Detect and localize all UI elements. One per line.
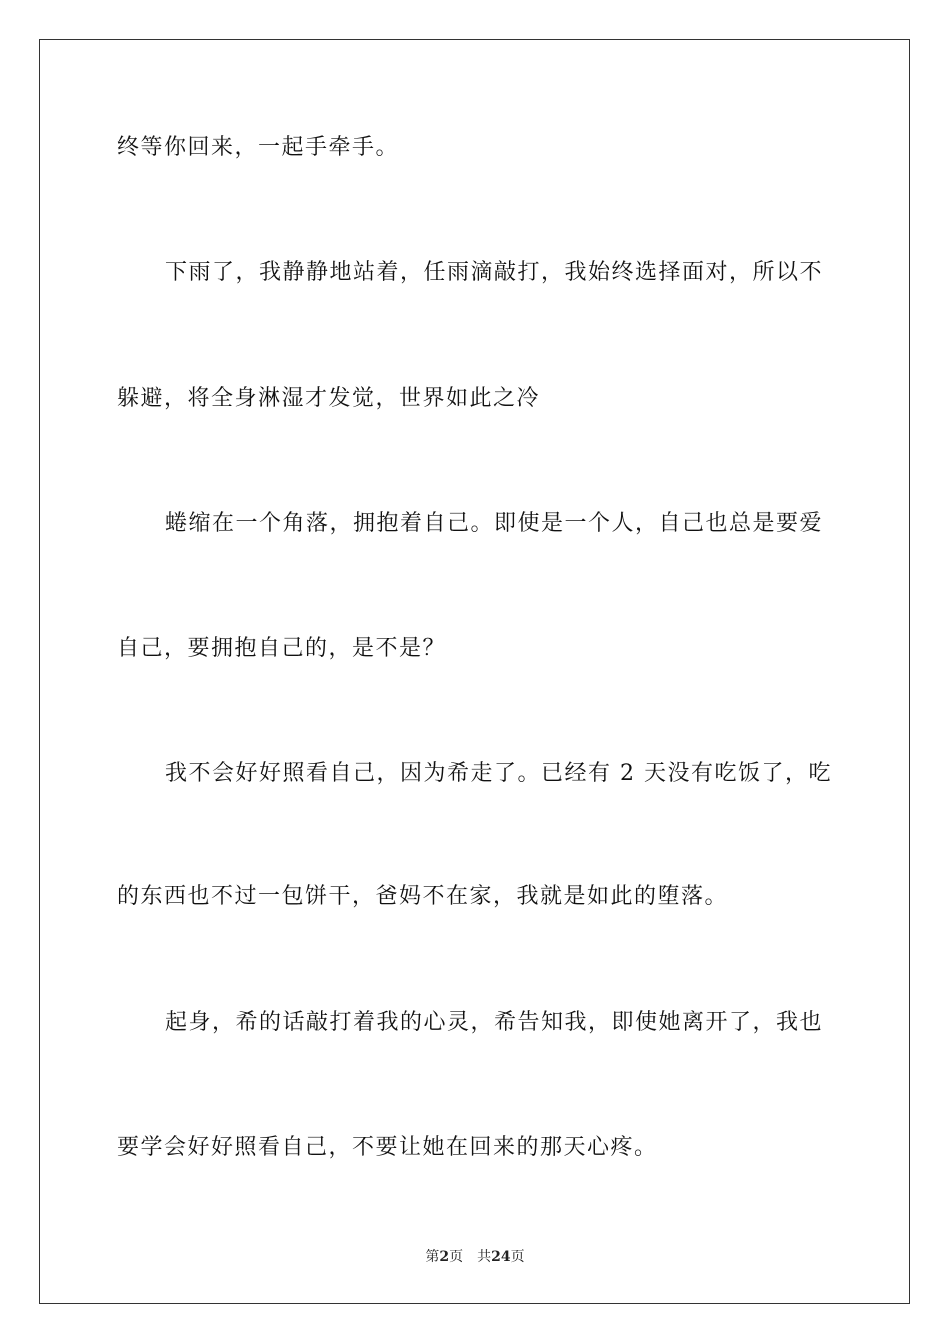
page-number: 2 xyxy=(439,1249,450,1265)
text-line-8: 起身，希的话敲打着我的心灵，希告知我，即使她离开了，我也 xyxy=(165,1010,824,1035)
text-line-6: 我不会好好照看自己，因为希走了。已经有 2 天没有吃饭了，吃 xyxy=(165,761,832,786)
text-line-2: 下雨了，我静静地站着，任雨滴敲打，我始终选择面对，所以不 xyxy=(165,260,824,285)
total-prefix: 共 xyxy=(477,1249,492,1265)
page-border xyxy=(39,39,910,1304)
text-line-7: 的东西也不过一包饼干，爸妈不在家，我就是如此的堕落。 xyxy=(117,884,729,909)
text-line-9: 要学会好好照看自己，不要让她在回来的那天心疼。 xyxy=(117,1135,658,1160)
total-pages: 24 xyxy=(491,1249,511,1265)
page-prefix: 第 xyxy=(425,1249,440,1265)
text-line-4: 蜷缩在一个角落，拥抱着自己。即使是一个人，自己也总是要爱 xyxy=(165,511,824,536)
text-line-3: 躲避，将全身淋湿才发觉，世界如此之冷 xyxy=(117,386,541,411)
total-suffix: 页 xyxy=(510,1249,525,1265)
text-line-1: 终等你回来，一起手牵手。 xyxy=(117,135,400,160)
page-footer xyxy=(0,1248,950,1266)
text-line-5: 自己，要拥抱自己的，是不是？ xyxy=(117,636,447,661)
page-suffix: 页 xyxy=(449,1249,464,1265)
